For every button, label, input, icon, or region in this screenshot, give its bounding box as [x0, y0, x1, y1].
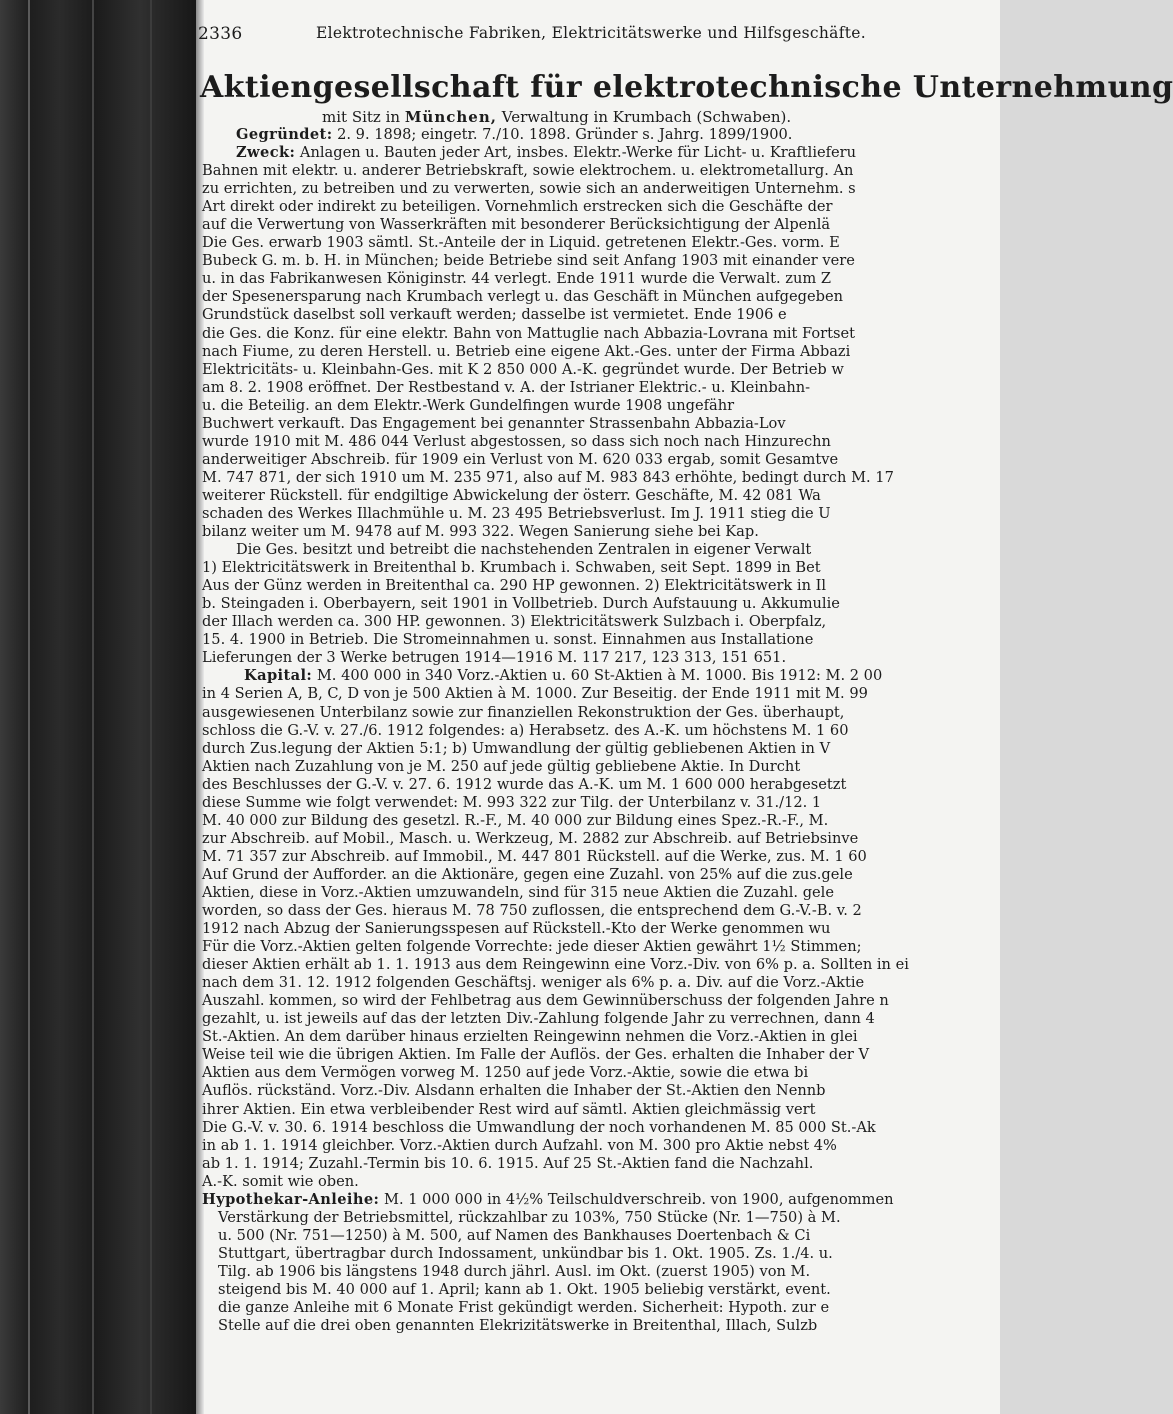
- text-line: der Illach werden ca. 300 HP. gewonnen. 3) Elektricitätswerk Sulzbach i. Oberpfalz,: [202, 613, 827, 631]
- text-line: die ganze Anleihe mit 6 Monate Frist gekündigt werden. Sicherheit: Hypoth. zur e: [218, 1299, 830, 1317]
- text-line: Aktien nach Zuzahlung von je M. 250 auf jede gültig gebliebene Aktie. In Durcht: [202, 757, 801, 775]
- text-line: 15. 4. 1900 in Betrieb. Die Stromeinnahmen u. sonst. Einnahmen aus Installatione: [202, 631, 814, 649]
- text-line: M. 71 357 zur Abschreib. auf Immobil., M. 447 801 Rückstell. auf die Werke, zus. M. 1 60: [202, 847, 867, 865]
- text-line: in ab 1. 1. 1914 gleichber. Vorz.-Aktien durch Aufzahl. von M. 300 pro Aktie nebst 4%: [202, 1136, 837, 1154]
- text-line: zur Abschreib. auf Mobil., Masch. u. Werkzeug, M. 2882 zur Abschreib. auf Betriebsinve: [202, 829, 859, 847]
- text-line: Aktien, diese in Vorz.-Aktien umzuwandeln, sind für 315 neue Aktien die Zuzahl. gele: [202, 883, 834, 901]
- text-line: anderweitiger Abschreib. für 1909 ein Verlust von M. 620 033 ergab, somit Gesamtve: [202, 450, 839, 468]
- text-line: u. die Beteilig. an dem Elektr.-Werk Gundelfingen wurde 1908 ungefähr: [202, 396, 735, 414]
- text-line: in 4 Serien A, B, C, D von je 500 Aktien à M. 1000. Zur Beseitig. der Ende 1911 mit M. 99: [202, 685, 868, 703]
- text-line: Buchwert verkauft. Das Engagement bei genannter Strassenbahn Abbazia-Lov: [202, 414, 786, 432]
- text-line: Bubeck G. m. b. H. in München; beide Betriebe sind seit Anfang 1903 mit einander vere: [202, 252, 855, 270]
- text-line: bilanz weiter um M. 9478 auf M. 993 322. Wegen Sanierung siehe bei Kap.: [202, 523, 759, 541]
- page-number: 2336: [198, 24, 243, 44]
- text-line: Elektricitäts- u. Kleinbahn-Ges. mit K 2 850 000 A.-K. gegründet wurde. Der Betrieb w: [202, 360, 844, 378]
- text-line: 1) Elektricitätswerk in Breitenthal b. Krumbach i. Schwaben, seit Sept. 1899 in Bet: [202, 559, 821, 577]
- text-line: Auf Grund der Aufforder. an die Aktionäre, gegen eine Zuzahl. von 25% auf die zus.gele: [202, 865, 853, 883]
- company-subtitle: [322, 108, 791, 126]
- text-line: Auflös. rückständ. Vorz.-Div. Alsdann erhalten die Inhaber der St.-Aktien den Nennb: [202, 1082, 826, 1100]
- text-line: schaden des Werkes Illachmühle u. M. 23 495 Betriebsverlust. Im J. 1911 stieg die U: [202, 504, 831, 522]
- text-line: schloss die G.-V. v. 27./6. 1912 folgendes: a) Herabsetz. des A.-K. um höchstens M. 1 60: [202, 721, 849, 739]
- text-line: Aus der Günz werden in Breitenthal ca. 290 HP gewonnen. 2) Elektricitätswerk in Il: [202, 577, 827, 595]
- section-label-zweck: Zweck:: [236, 144, 296, 162]
- text-line: des Beschlusses der G.-V. v. 27. 6. 1912 wurde das A.-K. um M. 1 600 000 herabgesetzt: [202, 775, 847, 793]
- text-line: Gegründet: 2. 9. 1898; eingetr. 7./10. 1898. Gründer s. Jahrg. 1899/1900.: [236, 126, 793, 143]
- text-line: u. 500 (Nr. 751—1250) à M. 500, auf Namen des Bankhauses Doertenbach & Ci: [218, 1226, 811, 1244]
- text-line: Stelle auf die drei oben genannten Elekrizitätswerke in Breitenthal, Illach, Sulzb: [218, 1317, 818, 1335]
- text-line: Lieferungen der 3 Werke betrugen 1914—1916 M. 117 217, 123 313, 151 651.: [202, 649, 787, 667]
- subtitle-suffix: Verwaltung in Krumbach (Schwaben).: [496, 108, 792, 126]
- text-line: durch Zus.legung der Aktien 5:1; b) Umwandlung der gültig gebliebenen Aktien in V: [202, 739, 831, 757]
- text-line: Die Ges. besitzt und betreibt die nachstehenden Zentralen in eigener Verwalt: [236, 541, 812, 559]
- text-line: diese Summe wie folgt verwendet: M. 993 322 zur Tilg. der Unterbilanz v. 31./12. 1: [202, 793, 822, 811]
- body-text: [202, 126, 1002, 1335]
- text-line: u. in das Fabrikanwesen Königinstr. 44 verlegt. Ende 1911 wurde die Verwalt. zum Z: [202, 270, 831, 288]
- text-line: worden, so dass der Ges. hieraus M. 78 750 zuflossen, die entsprechend dem G.-V.-B. v. 2: [202, 902, 862, 920]
- text-line: Aktien aus dem Vermögen vorweg M. 1250 auf jede Vorz.-Aktie, sowie die etwa bi: [202, 1064, 809, 1082]
- text-line: b. Steingaden i. Oberbayern, seit 1901 in Vollbetrieb. Durch Aufstauung u. Akkumulie: [202, 595, 840, 613]
- text-line: Grundstück daselbst soll verkauft werden; dasselbe ist vermietet. Ende 1906 e: [202, 306, 787, 324]
- section-label-hypothek: Hypothekar-Anleihe:: [202, 1190, 380, 1208]
- text-line: der Spesenersparung nach Krumbach verlegt u. das Geschäft in München aufgegeben: [202, 288, 844, 306]
- text-line: Stuttgart, übertragbar durch Indossament, unkündbar bis 1. Okt. 1905. Zs. 1./4. u.: [218, 1244, 833, 1262]
- text-line: Verstärkung der Betriebsmittel, rückzahlbar zu 103%, 750 Stücke (Nr. 1—750) à M.: [218, 1208, 841, 1226]
- text-line: weiterer Rückstell. für endgiltige Abwickelung der österr. Geschäfte, M. 42 081 Wa: [202, 486, 821, 504]
- section-label-kapital: Kapital:: [244, 667, 313, 685]
- text-line: Weise teil wie die übrigen Aktien. Im Falle der Auflös. der Ges. erhalten die Inhaber der V: [202, 1046, 870, 1064]
- text-line: Tilg. ab 1906 bis längstens 1948 durch jährl. Ausl. im Okt. (zuerst 1905) von M.: [218, 1262, 811, 1280]
- text-line: Hypothekar-Anleihe: M. 1 000 000 in 4½% Teilschuldverschreib. von 1900, aufgenommen: [202, 1190, 894, 1208]
- text-line: dieser Aktien erhält ab 1. 1. 1913 aus dem Reingewinn eine Vorz.-Div. von 6% p. a. Sollten in ei: [202, 956, 909, 974]
- text-line: die Ges. die Konz. für eine elektr. Bahn von Mattuglie nach Abbazia-Lovrana mit Fortset: [202, 324, 855, 342]
- text-line: wurde 1910 mit M. 486 044 Verlust abgestossen, so dass sich noch nach Hinzurechn: [202, 432, 831, 450]
- section-label-gegruendet: Gegründet:: [236, 126, 333, 143]
- header-title: Elektrotechnische Fabriken, Elektricitätswerke und Hilfsgeschäfte.: [316, 24, 866, 42]
- text-line: ausgewiesenen Unterbilanz sowie zur finanziellen Rekonstruktion der Ges. überhaupt,: [202, 703, 845, 721]
- text-line: St.-Aktien. An dem darüber hinaus erzielten Reingewinn nehmen die Vorz.-Aktien in glei: [202, 1028, 858, 1046]
- text-line: am 8. 2. 1908 eröffnet. Der Restbestand v. A. der Istrianer Elektric.- u. Kleinbahn-: [202, 378, 811, 396]
- text-line: ab 1. 1. 1914; Zuzahl.-Termin bis 10. 6. 1915. Auf 25 St.-Aktien fand die Nachzahl.: [202, 1154, 814, 1172]
- text-line: nach dem 31. 12. 1912 folgenden Geschäftsj. weniger als 6% p. a. Div. auf die Vorz.-Aktie: [202, 974, 865, 992]
- document-page: [196, 0, 1173, 1414]
- text-line: nach Fiume, zu deren Herstell. u. Betrieb eine eigene Akt.-Ges. unter der Firma Abbazi: [202, 342, 851, 360]
- text-line: zu errichten, zu betreiben und zu verwerten, sowie sich an anderweitigen Unternehm. s: [202, 180, 856, 198]
- text-line: M. 747 871, der sich 1910 um M. 235 971, also auf M. 983 843 erhöhte, bedingt durch M. 17: [202, 468, 894, 486]
- text-line: auf die Verwertung von Wasserkräften mit besonderer Berücksichtigung der Alpenlä: [202, 216, 831, 234]
- text-line: ihrer Aktien. Ein etwa verbleibender Rest wird auf sämtl. Aktien gleichmässig vert: [202, 1100, 816, 1118]
- text-line: A.-K. somit wie oben.: [202, 1172, 359, 1190]
- text-line: 1912 nach Abzug der Sanierungsspesen auf Rückstell.-Kto der Werke genommen wu: [202, 920, 831, 938]
- text-line: Die G.-V. v. 30. 6. 1914 beschloss die Umwandlung der noch vorhandenen M. 85 000 St.-Ak: [202, 1118, 876, 1136]
- text-line: Zweck: Anlagen u. Bauten jeder Art, insbes. Elektr.-Werke für Licht- u. Kraftlieferu: [236, 144, 857, 162]
- text-line: Kapital: M. 400 000 in 340 Vorz.-Aktien u. 60 St-Aktien à M. 1000. Bis 1912: M. 2 00: [244, 667, 883, 685]
- text-line: gezahlt, u. ist jeweils auf das der letzten Div.-Zahlung folgende Jahr zu verrechnen, dann 4: [202, 1010, 875, 1028]
- subtitle-city: München,: [404, 108, 497, 126]
- book-spine: [0, 0, 196, 1414]
- text-line: M. 40 000 zur Bildung des gesetzl. R.-F., M. 40 000 zur Bildung eines Spez.-R.-F., M.: [202, 811, 829, 829]
- text-line: Auszahl. kommen, so wird der Fehlbetrag aus dem Gewinnüberschuss der folgenden Jahre n: [202, 992, 889, 1010]
- text-line: Art direkt oder indirekt zu beteiligen. Vornehmlich erstrecken sich die Geschäfte der: [202, 198, 833, 216]
- text-line: Für die Vorz.-Aktien gelten folgende Vorrechte: jede dieser Aktien gewährt 1½ Stimmen;: [202, 938, 862, 956]
- text-line: Die Ges. erwarb 1903 sämtl. St.-Anteile der in Liquid. getretenen Elektr.-Ges. vorm. E: [202, 234, 840, 252]
- text-line: Bahnen mit elektr. u. anderer Betriebskraft, sowie elektrochem. u. elektrometallurg. An: [202, 162, 854, 180]
- text-line: steigend bis M. 40 000 auf 1. April; kann ab 1. Okt. 1905 beliebig verstärkt, event.: [218, 1281, 831, 1298]
- company-title: Aktiengesellschaft für elektrotechnische Unternehmung: [200, 70, 1173, 105]
- subtitle-prefix: mit Sitz in: [322, 108, 405, 126]
